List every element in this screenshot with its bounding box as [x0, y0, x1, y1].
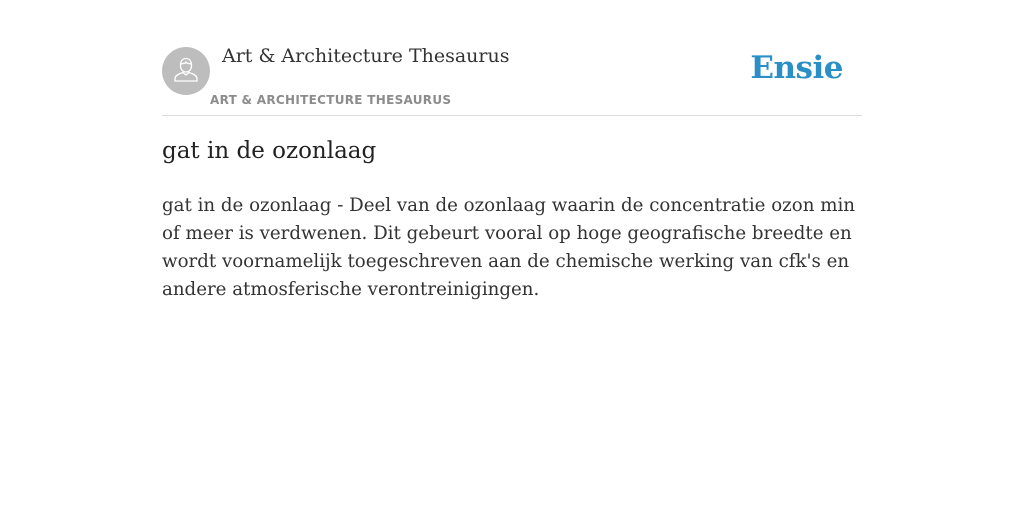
author-name[interactable]: Art & Architecture Thesaurus — [222, 45, 510, 67]
entry-card — [162, 0, 862, 300]
entry-header — [162, 0, 862, 116]
entry-title: gat in de ozonlaag — [162, 138, 377, 164]
author-subtitle: ART & ARCHITECTURE THESAURUS — [210, 93, 452, 107]
brand-logo[interactable]: Ensie — [750, 50, 843, 86]
user-icon — [171, 54, 201, 89]
author-avatar[interactable] — [162, 47, 210, 95]
entry-definition: gat in de ozonlaag - Deel van de ozonlaag waarin de concentratie ozon min of meer is verdwenen. Dit gebeurt vooral op hoge geografische breedte en wordt voornamelijk toegeschreven aan de chemische werking van cfk's en andere atmosferische verontreinigingen. — [162, 195, 855, 300]
